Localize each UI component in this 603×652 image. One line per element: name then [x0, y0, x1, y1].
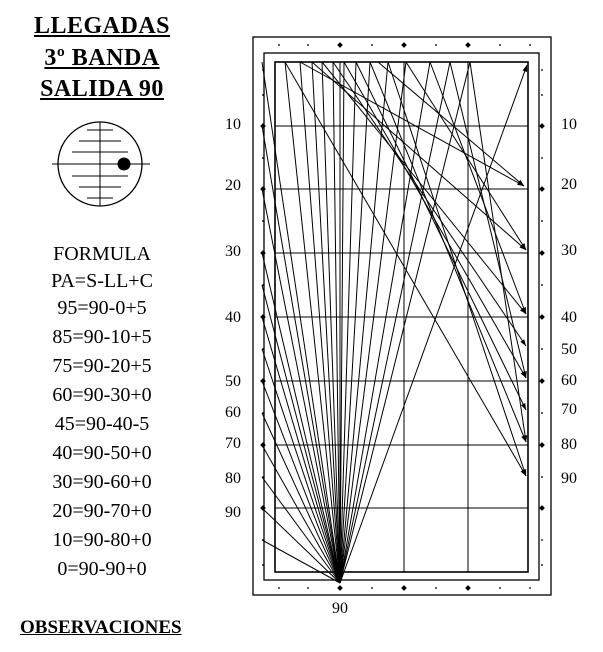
right-rail-label: 40 [561, 309, 577, 326]
right-rail-label: 50 [561, 341, 577, 358]
ball-aim-icon [52, 122, 150, 206]
left-rail-label: 60 [225, 404, 241, 421]
formula-row: 85=90-10+5 [52, 326, 152, 348]
bottom-start-label: 90 [332, 600, 348, 617]
right-rail-label: 90 [561, 470, 577, 487]
formula-heading: FORMULA [53, 243, 151, 265]
left-rail-label: 40 [225, 309, 241, 326]
formula-row: 10=90-80+0 [52, 529, 152, 551]
left-rail-label: 80 [225, 470, 241, 487]
left-rail-label: 20 [225, 177, 241, 194]
right-rail-label: 10 [561, 116, 577, 133]
right-rail-label: 80 [561, 436, 577, 453]
formula-row: 60=90-30+0 [52, 384, 152, 406]
right-rail-label: 60 [561, 372, 577, 389]
formula-row: 30=90-60+0 [52, 471, 152, 493]
formula-row: 40=90-50+0 [52, 442, 152, 464]
formula-row: 0=90-90+0 [57, 558, 147, 580]
right-rail-label: 30 [561, 242, 577, 259]
title-line-1: LLEGADAS [33, 13, 171, 39]
title-line-3: SALIDA 90 [40, 76, 164, 102]
left-rail-label: 90 [225, 504, 241, 521]
left-rail-label: 10 [225, 116, 241, 133]
billiard-table [253, 37, 551, 595]
formula-row: 45=90-40-5 [54, 413, 150, 435]
right-rail-label: 20 [561, 176, 577, 193]
title-line-2: 3º BANDA [44, 45, 160, 71]
left-rail-label: 30 [225, 243, 241, 260]
formula-row: 20=90-70+0 [52, 500, 152, 522]
left-rail-label: 50 [225, 373, 241, 390]
left-rail-label: 70 [225, 435, 241, 452]
formula-expression: PA=S-LL+C [51, 270, 153, 292]
observations-heading: OBSERVACIONES [20, 617, 182, 638]
formula-row: 75=90-20+5 [52, 355, 152, 377]
right-rail-label: 70 [561, 401, 577, 418]
formula-row: 95=90-0+5 [57, 297, 147, 319]
